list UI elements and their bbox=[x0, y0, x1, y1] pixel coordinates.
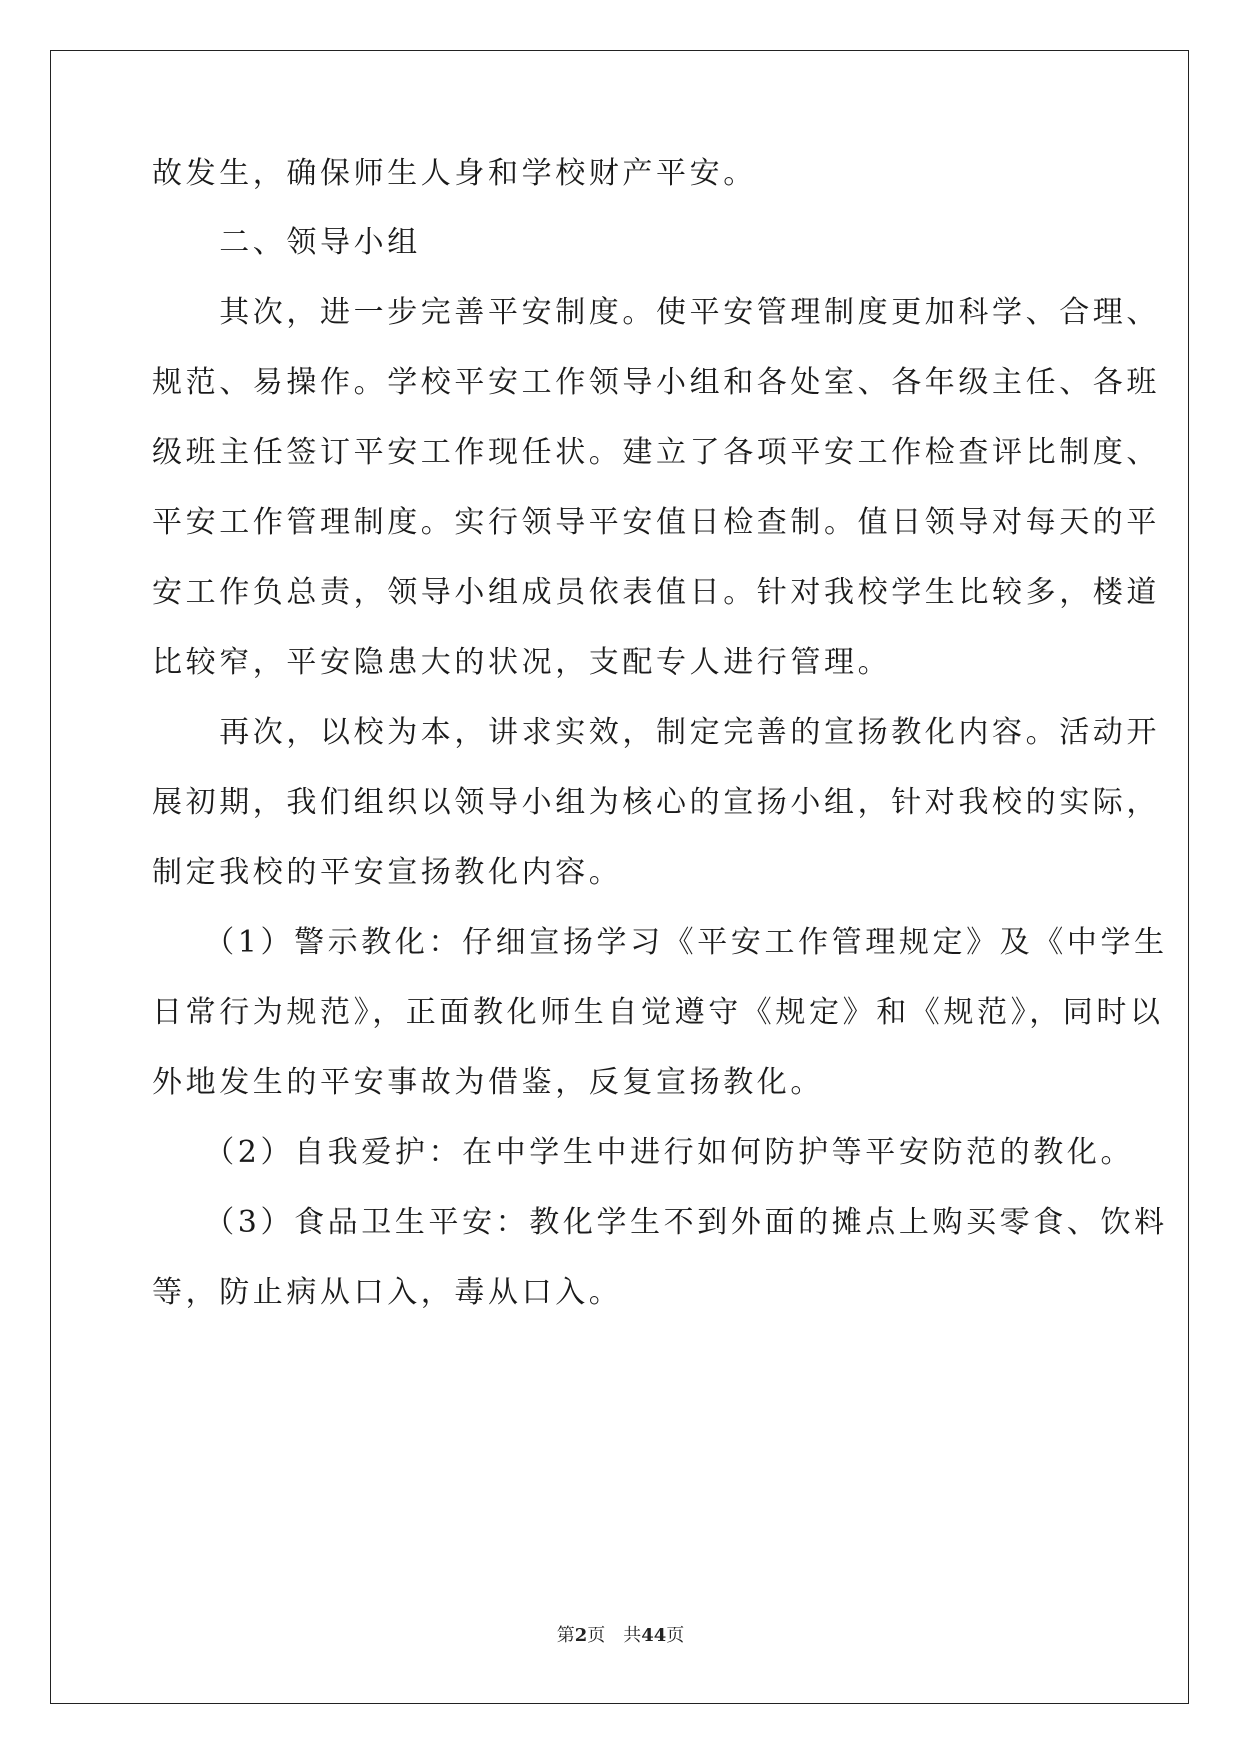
text-line: 级班主任签订平安工作现任状。建立了各项平安工作检查评比制度、 bbox=[152, 435, 1160, 470]
section-heading: 二、领导小组 bbox=[152, 225, 421, 260]
page-number: 2 bbox=[574, 1625, 588, 1646]
text-line: （2）自我爱护：在中学生中进行如何防护等平安防范的教化。 bbox=[152, 1135, 1135, 1170]
text-line: 等，防止病从口入，毒从口入。 bbox=[152, 1275, 623, 1310]
text-line: 再次，以校为本，讲求实效，制定完善的宣扬教化内容。活动开 bbox=[152, 715, 1160, 750]
text-line: （1）警示教化：仔细宣扬学习《平安工作管理规定》及《中学生 bbox=[152, 925, 1168, 960]
text-line: 制定我校的平安宣扬教化内容。 bbox=[152, 855, 623, 890]
total-prefix: 共 bbox=[623, 1625, 642, 1646]
total-suffix: 页 bbox=[666, 1625, 685, 1646]
text-line: 其次，进一步完善平安制度。使平安管理制度更加科学、合理、 bbox=[152, 295, 1160, 330]
page-footer bbox=[0, 1625, 1241, 1647]
text-line: 比较窄，平安隐患大的状况，支配专人进行管理。 bbox=[152, 645, 892, 680]
text-line: 规范、易操作。学校平安工作领导小组和各处室、各年级主任、各班 bbox=[152, 365, 1160, 400]
page-total: 44 bbox=[641, 1625, 667, 1646]
text-line: 平安工作管理制度。实行领导平安值日检查制。值日领导对每天的平 bbox=[152, 505, 1160, 540]
text-line: 日常行为规范》，正面教化师生自觉遵守《规定》和《规范》，同时以 bbox=[152, 995, 1164, 1030]
text-line: （3）食品卫生平安：教化学生不到外面的摊点上购买零食、饮料 bbox=[152, 1205, 1168, 1240]
page-prefix: 第 bbox=[556, 1625, 575, 1646]
text-line: 外地发生的平安事故为借鉴，反复宣扬教化。 bbox=[152, 1065, 824, 1100]
page-suffix: 页 bbox=[587, 1625, 606, 1646]
text-line: 故发生，确保师生人身和学校财产平安。 bbox=[152, 156, 757, 191]
text-line: 安工作负总责，领导小组成员依表值日。针对我校学生比较多，楼道 bbox=[152, 575, 1160, 610]
text-line: 展初期，我们组织以领导小组为核心的宣扬小组，针对我校的实际， bbox=[152, 785, 1160, 820]
